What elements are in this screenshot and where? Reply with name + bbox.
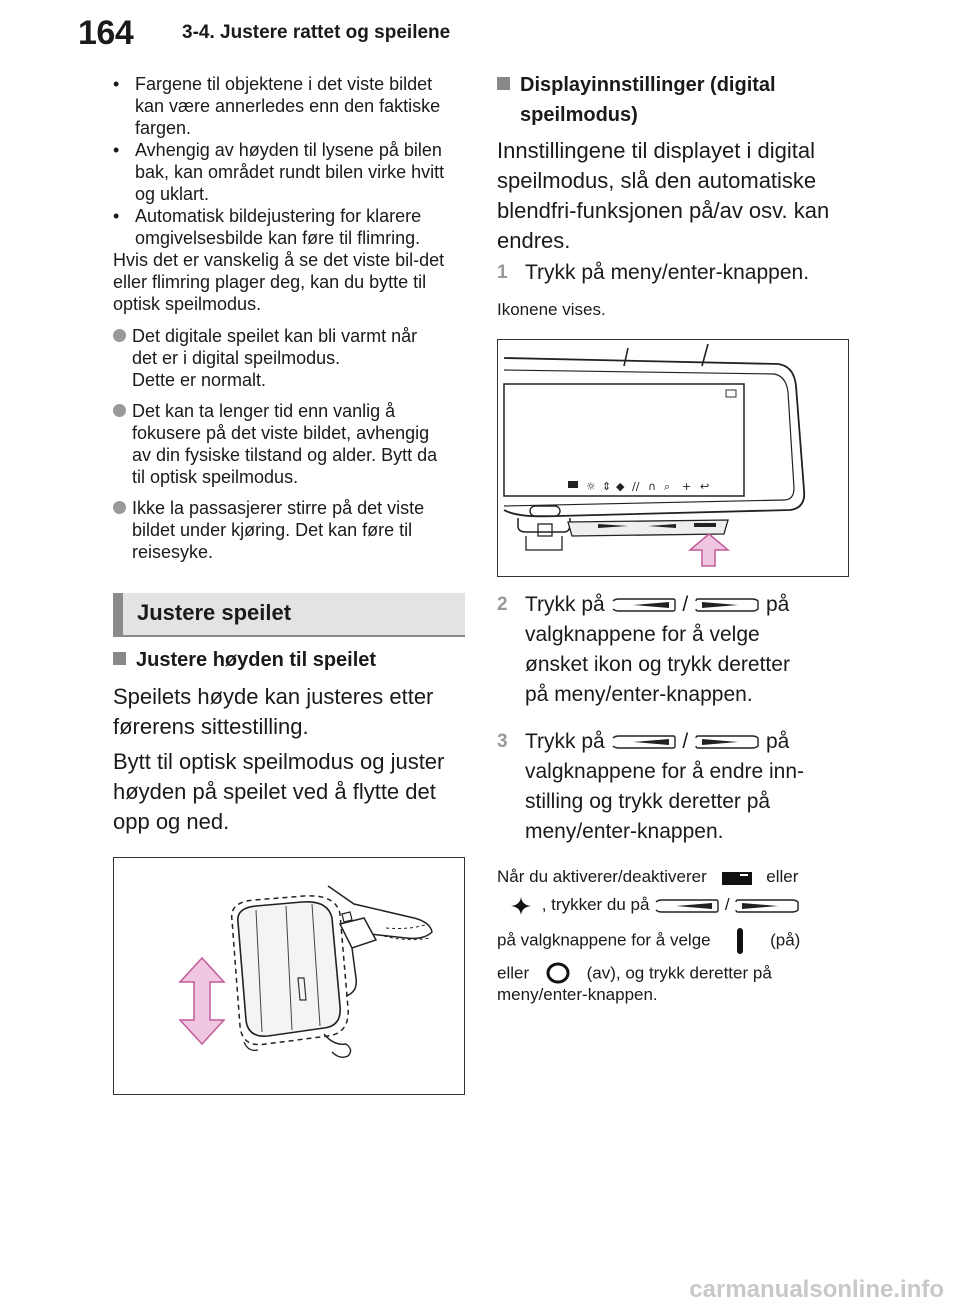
paragraph-adjust — [113, 747, 473, 837]
step-3 — [497, 727, 837, 847]
digital-mirror-illustration — [498, 340, 848, 576]
auto-dimming-icon — [718, 867, 756, 889]
caution-item — [113, 400, 465, 488]
text-line: Det digitale speilet kan bli varmt når — [132, 326, 418, 346]
text-line: endres. — [497, 228, 571, 253]
text-span: på — [765, 730, 790, 753]
text-span: / — [682, 730, 689, 753]
text-line: speilmodus, slå den automatiske — [497, 168, 817, 193]
text-span: / — [724, 895, 730, 914]
text-span: på — [765, 593, 790, 616]
text-span: Når du aktiverer/deaktiverer — [497, 867, 707, 886]
text-line: ønsket ikon og trykk deretter — [525, 653, 790, 676]
text-line: førerens sittestilling. — [113, 714, 309, 739]
text-line: speilmodus) — [520, 104, 638, 126]
text-line: Bytt til optisk speilmodus og juster — [113, 749, 445, 774]
arrow-up-icon — [690, 534, 728, 566]
text-line: Det kan ta lenger tid enn vanlig å — [132, 401, 396, 421]
section-title: 3-4. Justere rattet og speilene — [182, 22, 451, 43]
text-line: det er i digital speilmodus. — [132, 348, 341, 368]
caution-item — [113, 497, 465, 563]
off-indicator-icon — [538, 962, 578, 986]
subheading-height: Justere høyden til speilet — [113, 645, 376, 675]
text-line: reisesyke. — [132, 542, 214, 562]
square-bullet-icon — [113, 652, 126, 665]
digital-mirror-figure — [497, 339, 849, 577]
circle-bullet-icon — [113, 501, 126, 514]
step-2 — [497, 590, 837, 710]
left-button-icon — [654, 899, 720, 913]
heading-accent-bar — [113, 593, 123, 635]
text-span: (på) — [770, 930, 801, 950]
left-button-icon — [611, 735, 677, 749]
circle-bullet-icon — [113, 404, 126, 417]
text-line: Ikke la passasjerer stirre på det viste — [132, 498, 425, 518]
mirror-adjust-illustration — [114, 858, 464, 1094]
text-span: (av), og trykk deretter på — [586, 963, 772, 983]
caution-item — [113, 325, 465, 391]
text-line: valgknappene for å endre inn- — [525, 760, 805, 783]
paragraph-height — [113, 682, 473, 742]
text-span: eller — [766, 867, 799, 886]
text-span: / — [682, 593, 689, 616]
subheading-display-settings: Displayinnstillinger (digital speilmodus) — [497, 70, 837, 130]
step-number: 3 — [497, 731, 508, 752]
text-line: høyden på speilet ved å flytte det — [113, 779, 436, 804]
left-button-icon — [611, 598, 677, 612]
on-indicator-icon — [723, 926, 757, 956]
up-down-arrow-icon — [180, 958, 224, 1044]
text-span: Trykk på — [525, 593, 605, 616]
text-span: Trykk på — [525, 730, 605, 753]
paragraph-intro — [497, 136, 847, 256]
text-line: til optisk speilmodus. — [132, 467, 299, 487]
text-line: fokusere på det viste bildet, avhengig — [132, 423, 430, 443]
svg-text:◆: ◆ — [616, 480, 625, 493]
text-line: av din fysiske tilstand og alder. Bytt da — [132, 445, 438, 465]
menu-icons-row — [568, 480, 709, 493]
step-number: 2 — [497, 594, 508, 615]
text-line: meny/enter-knappen. — [525, 820, 724, 843]
text-span: eller — [497, 963, 530, 983]
right-button-icon — [694, 598, 760, 612]
note-bullet: • Avhengig av høyden til lysene på bilen bak, kan området rundt bilen virke hvitt og uklart. — [113, 140, 445, 204]
text-line: stilling og trykk deretter på — [525, 790, 771, 813]
text-line: Speilets høyde kan justeres etter — [113, 684, 434, 709]
text-line: blendfri-funksjonen på/av osv. kan — [497, 198, 830, 223]
left-notes — [113, 73, 465, 315]
sparkle-icon — [507, 895, 535, 917]
svg-text:☼: ☼ — [586, 480, 596, 493]
text-line: opp og ned. — [113, 809, 230, 834]
step-number: 1 — [497, 262, 508, 283]
svg-text:⇕: ⇕ — [602, 480, 612, 493]
watermark: carmanualsonline.info — [689, 1276, 944, 1303]
step-text: Trykk på meny/enter-knappen. — [525, 261, 810, 284]
section-heading-box — [113, 593, 465, 637]
square-bullet-icon — [497, 77, 510, 90]
note-bullet: • Fargene til objektene i det viste bildet kan være annerledes enn den faktiske fargen. — [113, 74, 441, 138]
note-paragraph: Hvis det er vanskelig å se det viste bil-det eller flimring plager deg, kan du bytte til optisk speilmodus. — [113, 250, 445, 314]
text-line: Dette er normalt. — [132, 370, 267, 390]
svg-text:∕∕: ∕∕ — [632, 480, 640, 493]
text-line: meny/enter-knappen. — [497, 985, 658, 1004]
step-1-note: Ikonene vises. — [497, 300, 606, 319]
svg-text:⌕: ⌕ — [664, 480, 671, 493]
note-bullet: • Automatisk bildejustering for klarere omgivelsesbilde kan føre til flimring. — [113, 206, 422, 248]
right-button-icon — [694, 735, 760, 749]
text-span: , trykker du på — [541, 895, 650, 914]
right-button-icon — [734, 899, 800, 913]
section-heading: Justere speilet — [137, 600, 292, 625]
page-number: 164 — [78, 14, 134, 52]
text-line: Innstillingene til displayet i digital — [497, 138, 815, 163]
svg-text:∩: ∩ — [648, 480, 657, 493]
mirror-height-figure — [113, 857, 465, 1095]
step-1 — [497, 258, 809, 288]
text-line: valgknappene for å velge — [525, 623, 760, 646]
svg-text:+: + — [682, 480, 692, 493]
text-line: bildet under kjøring. Det kan føre til — [132, 520, 413, 540]
text-line: på meny/enter-knappen. — [525, 683, 753, 706]
svg-text:↩: ↩ — [700, 480, 710, 493]
circle-bullet-icon — [113, 329, 126, 342]
text-span: på valgknappene for å velge — [497, 930, 711, 950]
final-note — [497, 866, 847, 1006]
